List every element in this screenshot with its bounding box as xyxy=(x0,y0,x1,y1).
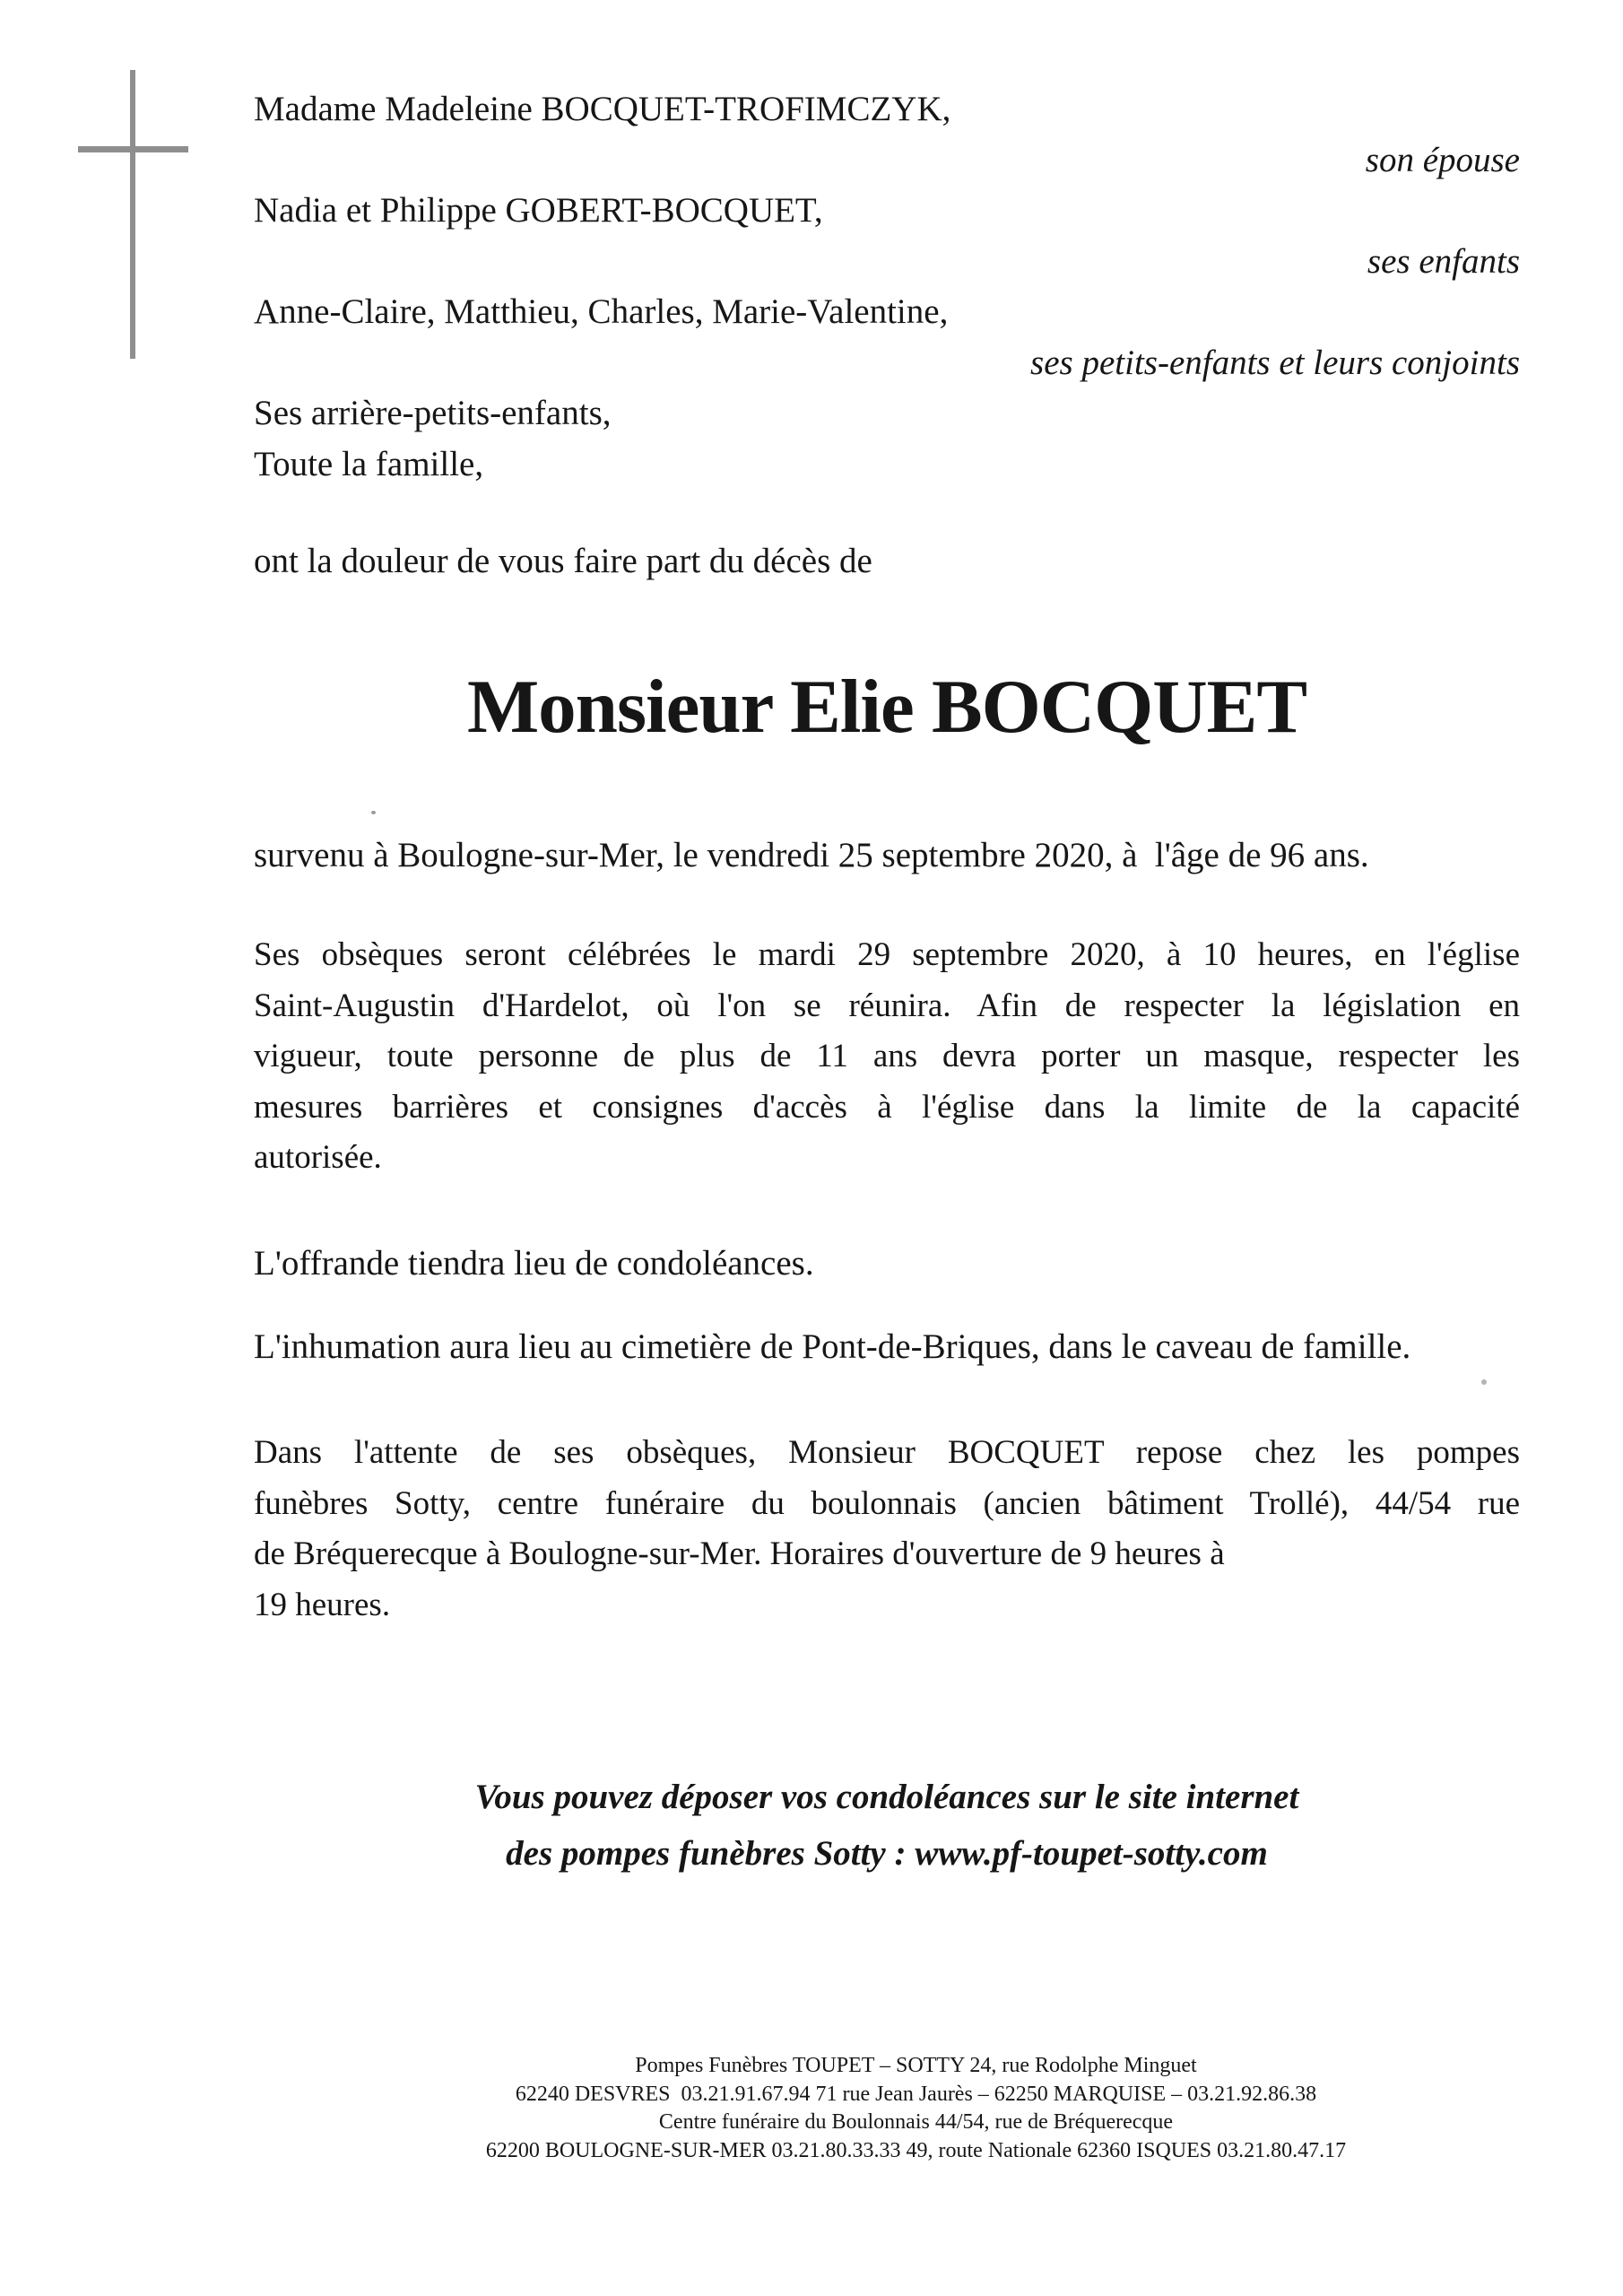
text-line: Saint-Augustin d'Hardelot, où l'on se réunira. Afin de respecter la législation en xyxy=(254,987,1520,1024)
funeral-home-footer xyxy=(209,2052,1623,2165)
cross-vertical-bar xyxy=(130,70,135,359)
repose-paragraph xyxy=(254,1428,1520,1631)
family-member-line: Ses arrière-petits-enfants, xyxy=(254,394,612,432)
text-line: des pompes funèbres Sotty : www.pf-toupet-sotty.com xyxy=(506,1834,1268,1873)
text-line: funèbres Sotty, centre funéraire du boulonnais (ancien bâtiment Trollé), 44/54 rue xyxy=(254,1484,1520,1522)
text-line: vigueur, toute personne de plus de 11 ans devra porter un masque, respecter les xyxy=(254,1038,1520,1074)
family-member-line: Nadia et Philippe GOBERT-BOCQUET, xyxy=(254,191,823,230)
text-line: 19 heures. xyxy=(254,1586,391,1623)
cross-horizontal-bar xyxy=(78,146,188,152)
relation-label: son épouse xyxy=(1365,140,1520,179)
text-line: de Bréquerecque à Boulogne-sur-Mer. Horaires d'ouverture de 9 heures à xyxy=(254,1535,1225,1572)
text-line: mesures barrières et consignes d'accès à l'église dans la limite de la capacité xyxy=(254,1088,1520,1126)
family-member-line: Toute la famille, xyxy=(254,444,484,483)
death-details-line: survenu à Boulogne-sur-Mer, le vendredi 25 septembre 2020, à l'âge de 96 ans. xyxy=(254,836,1369,874)
relation-label: ses enfants xyxy=(1367,241,1520,281)
offering-line: L'offrande tiendra lieu de condoléances. xyxy=(254,1244,814,1283)
family-member-line: Madame Madeleine BOCQUET-TROFIMCZYK, xyxy=(254,90,951,128)
family-block xyxy=(254,84,1520,490)
text-line: Vous pouvez déposer vos condoléances sur le site internet xyxy=(474,1778,1299,1816)
family-member-line: Anne-Claire, Matthieu, Charles, Marie-Valentine, xyxy=(254,292,949,331)
scan-speck xyxy=(1481,1379,1487,1385)
condolences-notice xyxy=(254,1769,1520,1882)
text-line: 62200 BOULOGNE-SUR-MER 03.21.80.33.33 49, route Nationale 62360 ISQUES 03.21.80.47.17 xyxy=(485,2138,1347,2162)
text-line: autorisée. xyxy=(254,1139,382,1176)
announcement-line: ont la douleur de vous faire part du décès de xyxy=(254,542,872,580)
deceased-name-title: Monsieur Elie BOCQUET xyxy=(466,665,1307,749)
text-line: Ses obsèques seront célébrées le mardi 29 septembre 2020, à 10 heures, en l'église xyxy=(254,936,1520,973)
text-line: 62240 DESVRES 03.21.91.67.94 71 rue Jean Jaurès – 62250 MARQUISE – 03.21.92.86.38 xyxy=(515,2082,1317,2106)
relation-label: ses petits-enfants et leurs conjoints xyxy=(1030,343,1520,382)
burial-line: L'inhumation aura lieu au cimetière de Pont-de-Briques, dans le caveau de famille. xyxy=(254,1327,1411,1366)
funeral-paragraph xyxy=(254,930,1520,1184)
text-line: Centre funéraire du Boulonnais 44/54, rue de Bréquerecque xyxy=(658,2110,1174,2134)
text-line: Dans l'attente de ses obsèques, Monsieur BOCQUET repose chez les pompes xyxy=(254,1434,1520,1471)
text-line: Pompes Funèbres TOUPET – SOTTY 24, rue Rodolphe Minguet xyxy=(635,2054,1197,2077)
scan-speck xyxy=(371,811,376,814)
